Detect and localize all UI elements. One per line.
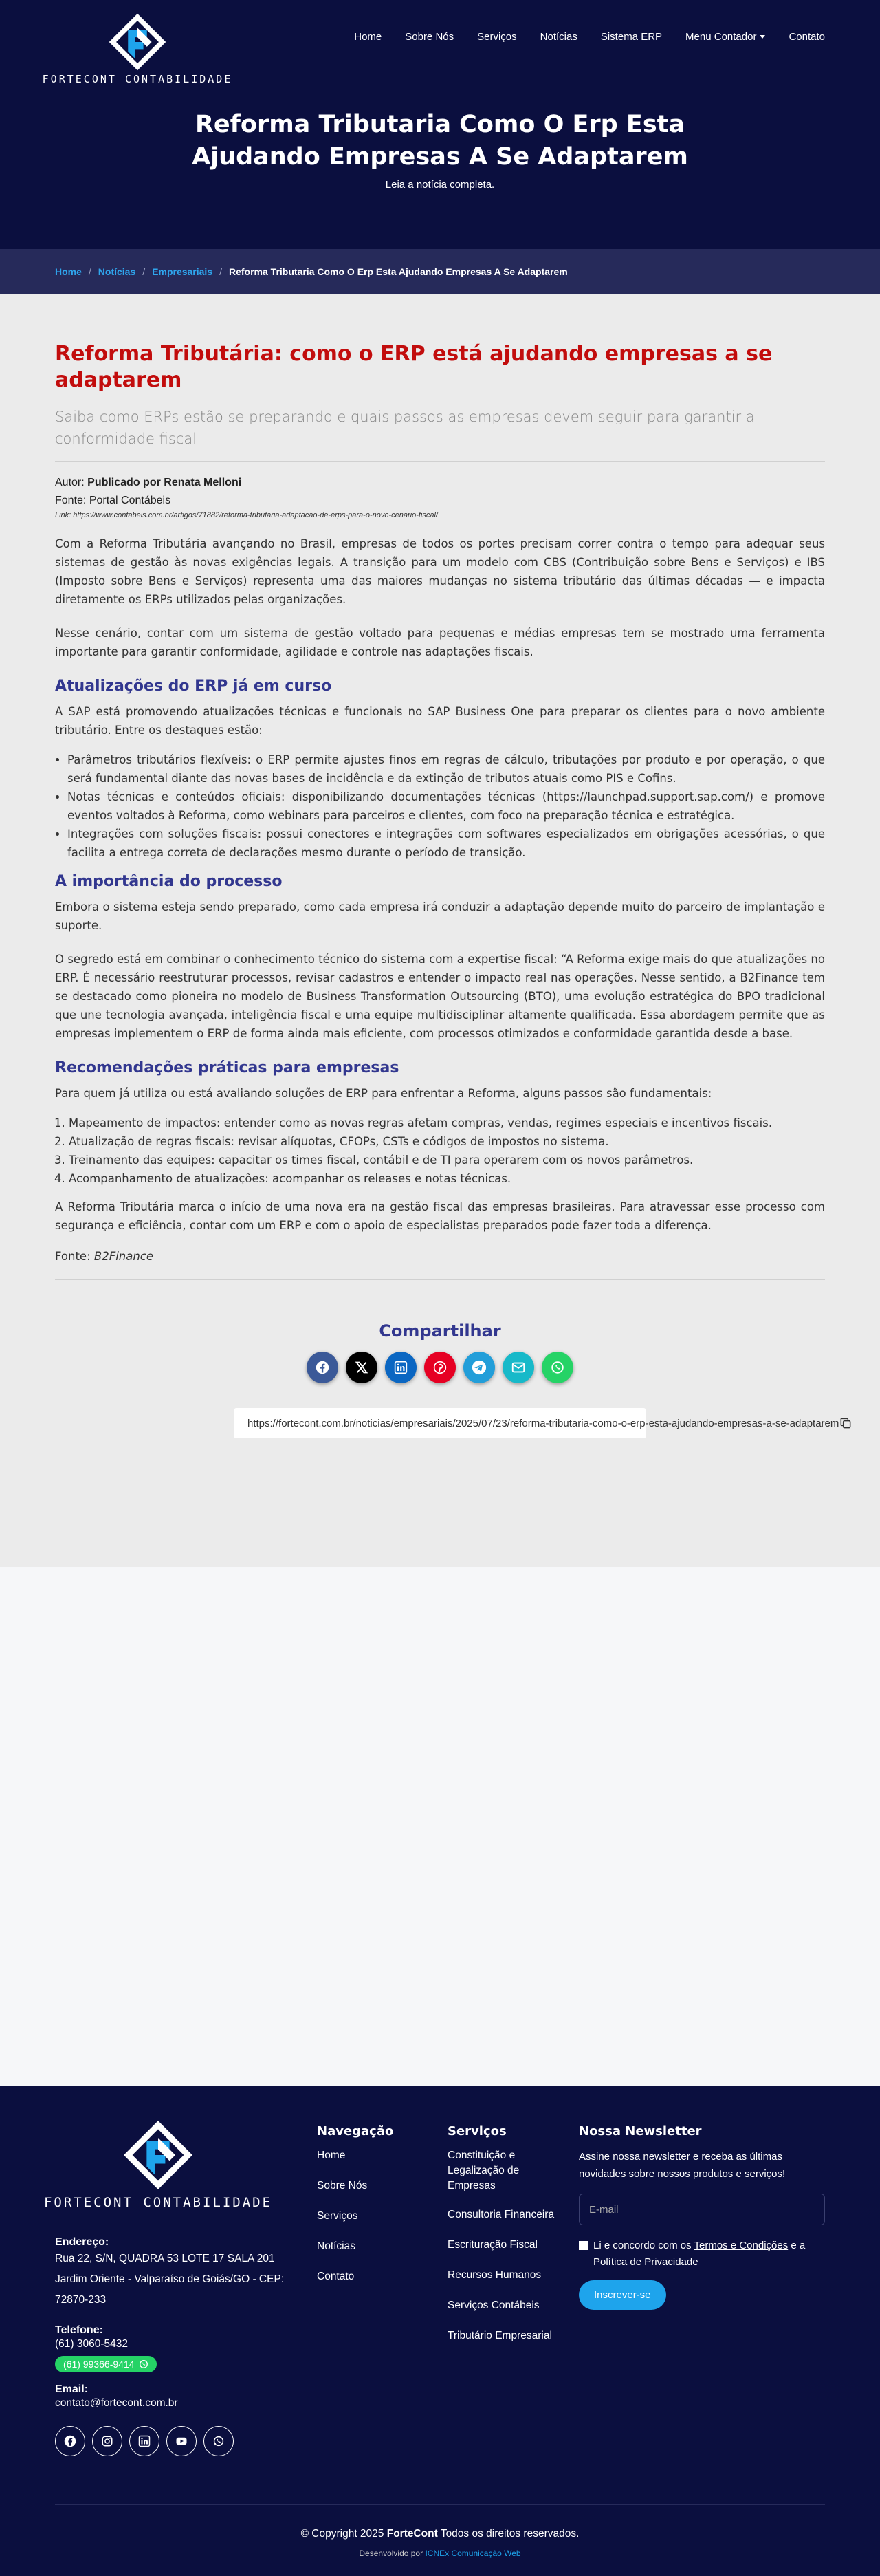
divider <box>55 461 825 462</box>
nav-menu-contador[interactable] <box>685 31 765 43</box>
social-links <box>55 2426 302 2456</box>
article-source-link[interactable]: Link: https://www.contabeis.com.br/artigos/71882/reforma-tributaria-adaptacao-de-erps-para-o-novo-cenario-fiscal/ <box>55 511 438 519</box>
list-item: 4. Acompanhamento de atualizações: acompanhar os releases e notas técnicas. <box>69 1169 825 1188</box>
breadcrumb-home[interactable]: Home <box>55 266 82 277</box>
linkedin-icon <box>394 1361 408 1374</box>
article-fonte <box>55 1250 825 1263</box>
section-heading-importance: A importância do processo <box>55 873 283 890</box>
breadcrumb-separator: / <box>88 266 91 277</box>
breadcrumb-category[interactable]: Empresariais <box>152 266 213 277</box>
share-facebook-button[interactable] <box>307 1352 338 1383</box>
divider <box>55 1279 825 1280</box>
footer-newsletter-column <box>579 2124 826 2310</box>
consent-prefix: Li e concordo com os <box>593 2240 692 2251</box>
x-icon <box>355 1361 368 1374</box>
footer-service-item[interactable]: Consultoria Financeira <box>448 2209 555 2220</box>
nav-sobre[interactable]: Sobre Nós <box>405 30 454 43</box>
footer-nav-item[interactable]: Serviços <box>317 2210 358 2222</box>
copyright-brand: ForteCont <box>386 2528 438 2540</box>
author-name: Publicado por Renata Melloni <box>87 477 242 488</box>
dev-prefix: Desenvolvido por <box>359 2548 424 2558</box>
copyright <box>0 2528 880 2540</box>
article-paragraph: A SAP está promovendo atualizações técnicas e funcionais no SAP Business One para preparar os clientes para o novo ambiente tributário. Entre os destaques estão: <box>55 705 825 737</box>
share-pinterest-button[interactable] <box>424 1352 456 1383</box>
page-subtitle: Leia a notícia completa. <box>385 179 495 191</box>
terms-link[interactable]: Termos e Condições <box>694 2240 789 2251</box>
copyright-suffix: Todos os direitos reservados. <box>440 2528 580 2540</box>
newsletter-email-placeholder: E-mail <box>589 2203 619 2216</box>
footer-service-item[interactable]: Serviços Contábeis <box>448 2299 540 2311</box>
footer-nav-item[interactable]: Notícias <box>317 2240 355 2252</box>
nav-contato[interactable]: Contato <box>789 30 825 43</box>
newsletter-title: Nossa Newsletter <box>579 2124 702 2139</box>
footer-divider <box>55 2504 825 2505</box>
breadcrumb <box>0 249 880 294</box>
nav-erp[interactable]: Sistema ERP <box>600 30 663 43</box>
whatsapp-icon <box>550 1360 565 1375</box>
phone-label: Telefone: <box>55 2324 103 2336</box>
share-email-button[interactable] <box>503 1352 534 1383</box>
address-label: Endereço: <box>55 2236 109 2248</box>
newsletter-consent <box>579 2238 826 2271</box>
share-url: https://fortecont.com.br/noticias/empresariais/2025/07/23/reforma-tributaria-como-o-erp-esta-ajudando-empresas-a-se-adaptarem <box>248 1417 839 1429</box>
social-instagram[interactable] <box>92 2426 122 2456</box>
page-title-line1: Reforma Tributaria Como O Erp Esta <box>195 111 685 138</box>
whatsapp-number: (61) 99366-9414 <box>63 2359 135 2370</box>
email-label: Email: <box>55 2383 89 2395</box>
nav-home[interactable]: Home <box>354 30 382 43</box>
social-youtube[interactable] <box>166 2426 197 2456</box>
consent-text <box>593 2238 805 2271</box>
caret-down-icon <box>760 35 765 39</box>
copyright-prefix: © Copyright 2025 <box>300 2528 384 2540</box>
footer-nav-title: Navegação <box>317 2124 394 2139</box>
address-line: Jardim Oriente - Valparaíso de Goiás/GO - CEP: <box>55 2273 285 2285</box>
site-logo[interactable] <box>42 12 233 88</box>
main-menu <box>354 12 825 61</box>
social-linkedin[interactable] <box>129 2426 160 2456</box>
email-address[interactable]: contato@fortecont.com.br <box>55 2397 178 2409</box>
breadcrumb-noticias[interactable]: Notícias <box>98 266 136 277</box>
site-footer <box>0 2086 880 2576</box>
hero-header <box>0 0 880 249</box>
footer-service-item[interactable]: Recursos Humanos <box>448 2269 542 2281</box>
article-author <box>55 474 825 492</box>
article-lead: Saiba como ERPs estão se preparando e quais passos as empresas devem seguir para garantir a conformidade fiscal <box>55 409 755 447</box>
footer-service-item[interactable]: Tributário Empresarial <box>448 2330 552 2341</box>
source-name: Portal Contábeis <box>89 495 171 506</box>
pinterest-icon <box>433 1361 447 1374</box>
footer-contact-column <box>43 2119 302 2456</box>
section-heading-practical: Recomendações práticas para empresas <box>55 1059 399 1076</box>
list-item: • Notas técnicas e conteúdos oficiais: disponibilizando documentações técnicas (https://launchpad.support.sap.com/) e promove eventos voltados à Reforma, como webinars para parceiros e clientes, com foco na preparação técnica e estratégica. <box>67 788 825 825</box>
footer-logo[interactable] <box>43 2119 273 2210</box>
social-facebook[interactable] <box>55 2426 85 2456</box>
facebook-icon <box>316 1361 329 1374</box>
footer-nav-column <box>317 2124 427 2299</box>
privacy-link[interactable]: Política de Privacidade <box>593 2256 698 2268</box>
top-navigation <box>42 12 825 88</box>
copy-icon[interactable] <box>839 1416 852 1430</box>
whatsapp-icon <box>139 2359 148 2369</box>
list-item: 2. Atualização de regras fiscais: revisar alíquotas, CFOPs, CSTs e códigos de impostos no sistema. <box>69 1132 825 1151</box>
share-whatsapp-button[interactable] <box>542 1352 573 1383</box>
address-line: Rua 22, S/N, QUADRA 53 LOTE 17 SALA 201 <box>55 2253 275 2264</box>
article-paragraph: A Reforma Tributária marca o início de uma nova era na gestão fiscal das empresas brasileiras. Para atravessar esse processo com segurança e eficiência, contar com um ERP e com o apoio de especialistas preparados pode fazer toda a diferença. <box>55 1200 825 1232</box>
logo-mark-icon <box>122 2119 194 2191</box>
logo-wordmark: FORTECONT CONTABILIDADE <box>42 73 233 85</box>
nav-menu-contador-label: Menu Contador <box>685 30 757 43</box>
consent-mid: e a <box>791 2240 806 2251</box>
dev-link[interactable]: ICNEx Comunicação Web <box>425 2548 521 2558</box>
source-label: Fonte: <box>55 495 87 506</box>
phone-number[interactable]: (61) 3060-5432 <box>55 2338 128 2350</box>
share-telegram-button[interactable] <box>463 1352 495 1383</box>
logo-mark-icon <box>108 12 167 72</box>
whatsapp-icon <box>212 2435 225 2447</box>
footer-services-title: Serviços <box>448 2124 507 2139</box>
share-linkedin-button[interactable] <box>385 1352 417 1383</box>
footer-nav-item[interactable]: Sobre Nós <box>317 2180 368 2191</box>
developer-credit <box>0 2548 880 2558</box>
breadcrumb-separator: / <box>142 266 146 277</box>
share-title: Compartilhar <box>379 1321 501 1341</box>
linkedin-icon <box>138 2435 151 2447</box>
breadcrumb-current: Reforma Tributaria Como O Erp Esta Ajudando Empresas A Se Adaptarem <box>229 266 568 277</box>
article-paragraph: O segredo está em combinar o conhecimento técnico do sistema com a expertise fiscal: “A Reforma exige mais do que atualizações no ERP. É necessário reestruturar processos, revisar cadastros e entender o impacto real nas operações. Nesse sentido, a B2Finance tem se destacado como pioneira no modelo de Business Transformation Outsourcing (BTO), uma evolução estratégica do BPO tradicional que une tecnologia avançada, inteligência fiscal e uma equipe multidisciplinar altamente qualificada. Essa abordagem permite que as empresas implementem o ERP de forma ainda mais eficiente, com processos otimizados e conformidade garantida desde a base. <box>55 953 825 1040</box>
telegram-icon <box>472 1360 487 1375</box>
fonte-label: Fonte: <box>55 1250 91 1263</box>
list-item: 1. Mapeamento de impactos: entender como as novas regras afetam compras, vendas, regimes especiais e incentivos fiscais. <box>69 1114 825 1132</box>
facebook-icon <box>64 2435 76 2447</box>
whatsapp-badge[interactable] <box>55 2356 157 2372</box>
footer-nav-list <box>317 2148 427 2284</box>
empty-region <box>0 1567 880 2086</box>
updates-list <box>55 750 825 862</box>
footer-service-item[interactable]: Escrituração Fiscal <box>448 2239 538 2251</box>
nav-servicos[interactable]: Serviços <box>477 30 517 43</box>
section-heading-updates: Atualizações do ERP já em curso <box>55 678 332 695</box>
footer-nav-item[interactable]: Contato <box>317 2271 355 2282</box>
newsletter-text: Assine nossa newsletter e receba as últimas novidades sobre nossos produtos e serviços! <box>579 2151 786 2180</box>
nav-noticias[interactable]: Notícias <box>540 30 578 43</box>
share-url-box[interactable] <box>234 1408 839 1438</box>
article-title: Reforma Tributária: como o ERP está ajudando empresas a se adaptarem <box>55 342 773 392</box>
breadcrumb-separator: / <box>219 266 222 277</box>
fonte-name: B2Finance <box>94 1250 154 1263</box>
article-paragraph: Embora o sistema esteja sendo preparado, como cada empresa irá conduzir a adaptação depende muito do parceiro de implantação e suporte. <box>55 900 825 932</box>
share-x-button[interactable] <box>346 1352 377 1383</box>
article-section <box>0 294 880 1567</box>
page-title-line2: Ajudando Empresas A Se Adaptarem <box>192 143 688 171</box>
author-label: Autor: <box>55 477 85 488</box>
article-paragraph: Com a Reforma Tributária avançando no Brasil, empresas de todos os portes precisam correr contra o tempo para adequar seus sistemas de gestão às novas exigências legais. A transição para um modelo com CBS (Contribuição sobre Bens e Serviços) e IBS (Imposto sobre Bens e Serviços) representa uma das maiores mudanças no sistema tributário das últimas décadas — e impacta diretamente os ERPs utilizados pelas organizações. <box>55 537 825 606</box>
list-item: 3. Treinamento das equipes: capacitar os times fiscal, contábil e de TI para operarem com os novos parâmetros. <box>69 1151 825 1169</box>
subscribe-button[interactable]: Inscrever-se <box>579 2280 666 2310</box>
article-paragraph: Nesse cenário, contar com um sistema de gestão voltado para pequenas e médias empresas tem se mostrado uma ferramenta importante para garantir conformidade, agilidade e controle nas adaptações fiscais. <box>55 627 825 658</box>
footer-services-list <box>448 2148 564 2344</box>
social-whatsapp[interactable] <box>204 2426 234 2456</box>
newsletter-email-input[interactable] <box>579 2194 825 2225</box>
youtube-icon <box>175 2435 188 2447</box>
steps-list <box>55 1114 825 1188</box>
page-title <box>0 109 880 173</box>
footer-nav-item[interactable]: Home <box>317 2150 346 2161</box>
logo-wordmark: FORTECONT CONTABILIDADE <box>43 2195 273 2210</box>
instagram-icon <box>101 2435 113 2447</box>
email-icon <box>511 1360 526 1375</box>
list-item: • Parâmetros tributários flexíveis: o ERP permite ajustes finos em regras de cálculo, tributações por produto e por operação, o que será fundamental diante das novas bases de incidência e da extinção de tributos atuais como PIS e Cofins. <box>67 750 825 788</box>
article-source <box>55 492 825 510</box>
article-paragraph: Para quem já utiliza ou está avaliando soluções de ERP para enfrentar a Reforma, alguns passos são fundamentais: <box>55 1087 712 1100</box>
consent-checkbox[interactable] <box>579 2241 588 2250</box>
list-item: • Integrações com soluções fiscais: possui conectores e integrações com softwares especializados em obrigações acessórias, o que facilita a entrega correta de declarações mesmo durante o período de transição. <box>67 825 825 862</box>
share-buttons <box>55 1352 825 1383</box>
address-line: 72870-233 <box>55 2294 107 2306</box>
footer-service-item[interactable]: Constituição e Legalização de Empresas <box>448 2150 520 2191</box>
footer-services-column <box>448 2124 564 2359</box>
